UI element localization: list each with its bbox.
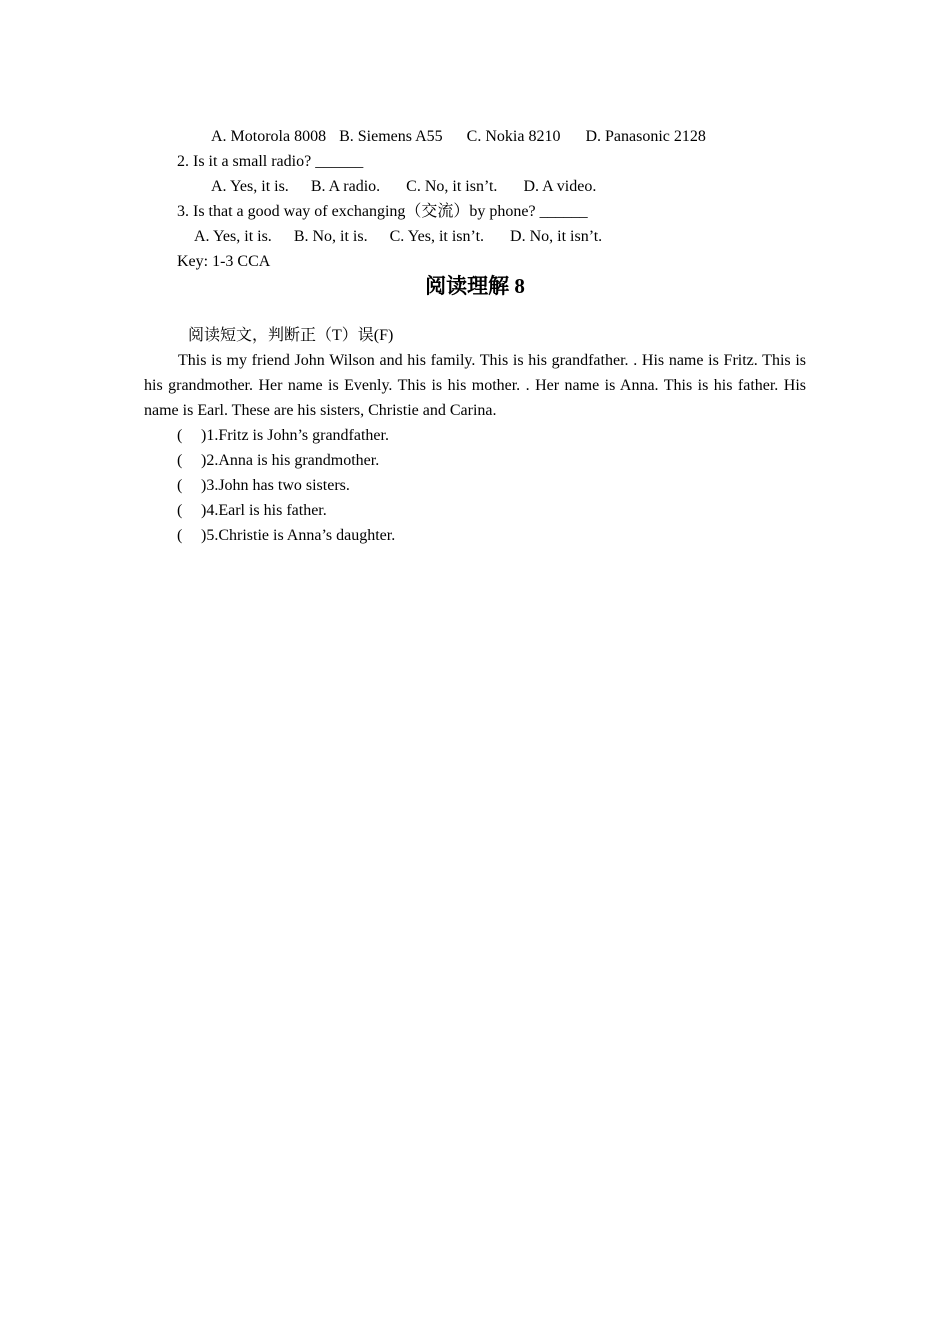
tf-item-3 (177, 473, 350, 498)
q2-stem: 2. Is it a small radio? ______ (177, 153, 364, 170)
q3-option-c: C. Yes, it isn’t. (389, 228, 485, 245)
reading-passage: This is my friend John Wilson and his family. This is his grandfather. . His name is Fritz. This is his grandmother. Her name is Evenly. This is his mother. . Her name is Anna. This is his father. His name is Earl. These are his sisters, Christie and Carina. (144, 352, 806, 419)
q3-stem: 3. Is that a good way of exchanging（交流）by phone? ______ (177, 203, 588, 220)
q2-options (211, 174, 596, 199)
answer-paren: ( (177, 452, 183, 469)
tf-item-text: )4.Earl is his father. (201, 502, 327, 519)
q1-option-d: D. Panasonic 2128 (585, 128, 706, 145)
q2-option-a: A. Yes, it is. (211, 178, 289, 195)
tf-item-text: )3.John has two sisters. (201, 477, 350, 494)
answer-paren: ( (177, 502, 183, 519)
answer-key: Key: 1-3 CCA (177, 253, 271, 270)
q1-option-a: A. Motorola 8008 (211, 128, 327, 145)
answer-paren: ( (177, 527, 183, 544)
q1-option-b: B. Siemens A55 (339, 128, 443, 145)
tf-item-5 (177, 523, 395, 548)
q1-option-c: C. Nokia 8210 (466, 128, 561, 145)
tf-item-4 (177, 498, 327, 523)
q2-option-c: C. No, it isn’t. (406, 178, 498, 195)
tf-item-text: )2.Anna is his grandmother. (201, 452, 380, 469)
answer-paren: ( (177, 477, 183, 494)
tf-item-text: )5.Christie is Anna’s daughter. (201, 527, 396, 544)
q2-option-d: D. A video. (523, 178, 597, 195)
tf-item-text: )1.Fritz is John’s grandfather. (201, 427, 389, 444)
answer-paren: ( (177, 427, 183, 444)
q3-options (194, 224, 602, 249)
q3-option-a: A. Yes, it is. (194, 228, 272, 245)
tf-item-1 (177, 423, 389, 448)
section-title: 阅读理解 8 (425, 274, 525, 298)
q2-option-b: B. A radio. (310, 178, 381, 195)
q1-options (211, 124, 706, 149)
q3-option-b: B. No, it is. (293, 228, 368, 245)
tf-item-2 (177, 448, 379, 473)
instruction: 阅读短文，判断正（T）误(F) (188, 327, 394, 344)
q3-option-d: D. No, it isn’t. (510, 228, 603, 245)
